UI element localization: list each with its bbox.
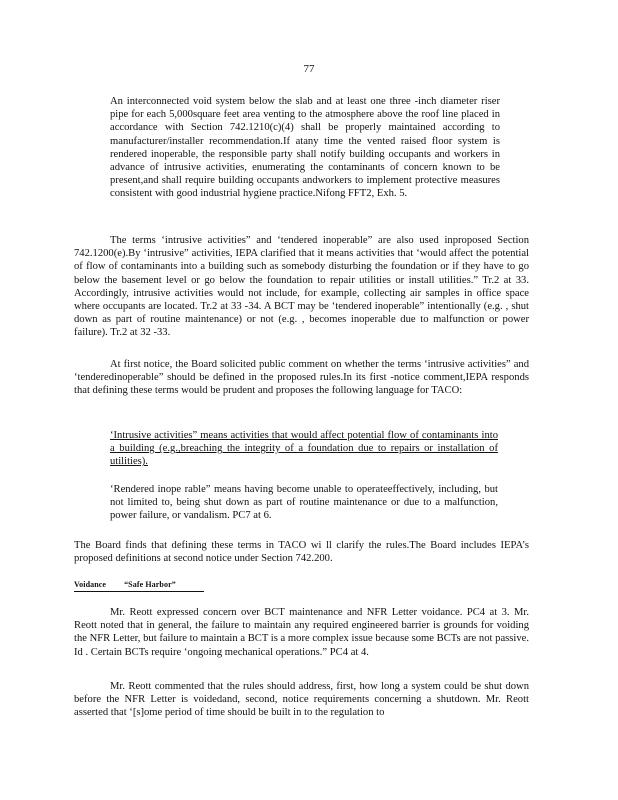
section-heading — [74, 580, 204, 592]
paragraph-reott-2-text: Mr. Reott commented that the rules should address, first, how long a system could be shut down before the NFR Letter is voidedand, second, notice requirements concerning a shutdown. Mr. Reott asserted that ‘[s]ome period of time should be built in to the regulation to — [74, 681, 529, 719]
heading-word-voidance: Voidance — [74, 580, 107, 589]
indented-quote-text: An interconnected void system below the slab and at least one three -inch diameter riser pipe for each 5,000square feet area venting to the atmosphere above the roof line placed in accordance with Section 742.1210(c)(4) shall be properly maintained according to manufacturer/installer recommendation.If atany time the vented raised floor system is rendered inoperable, the responsible party shall notify building occupants and workers in advance of intrusive activities, enumerating the contaminants of concern known to be present,and shall require building occupants andworkers to implement protective measures consistent with good industrial hygiene practice.Nifong FFT2, Exh. 5. — [110, 96, 500, 200]
definition-rendered-text: ‘Rendered inope rable” means having become unable to operateeffectively, including, but not limited to, being shut down as part of routine maintenance or due to a malfunction, power failure, or vandalism. PC7 at 6. — [110, 484, 498, 522]
paragraph-terms-text: The terms ‘intrusive activities” and ‘tendered inoperable” are also used inproposed Section 742.1200(e).By ‘intrusive” activities, IEPA clarified that it means activities that ‘would affect the potential of flow of contaminants into a building such as somebody disturbing the foundation or if they have to go below the basement level or go below the foundation to repair utilities or install utilities.” Tr.2 at 33. Accordingly, intrusive activities would not include, for example, collecting air samples in office space where occupants are located. Tr.2 at 33 -34. A BCT may be ‘tendered inoperable” intentionally (e.g. , shut down as part of routine maintenance) or not (e.g. , becomes inoperable due to malfunction or power failure). Tr.2 at 32 -33. — [74, 235, 529, 339]
paragraph-terms — [74, 234, 529, 340]
paragraph-reott-2 — [74, 680, 529, 720]
page-number: 77 — [303, 63, 315, 75]
paragraph-first-notice-text: At first notice, the Board solicited public comment on whether the terms ‘intrusive activities” and ‘tenderedinoperable” should be defined in the proposed rules.In its first -notice comment,IEPA responds that defining these terms would be prudent and proposes the following language for TACO: — [74, 359, 529, 397]
paragraph-first-notice — [74, 358, 529, 398]
paragraph-reott-1 — [74, 606, 529, 659]
definition-intrusive-text: ‘Intrusive activities” means activities that would affect potential flow of contaminants into a building (e.g.,breaching the integrity of a foundation due to repairs or installation of utilities). — [110, 430, 498, 468]
heading-word-safe-harbor: “Safe Harbor” — [124, 580, 176, 589]
indented-quote-block — [110, 95, 500, 201]
definition-rendered — [110, 483, 498, 523]
paragraph-board-finds-text: The Board finds that defining these terms in TACO wi ll clarify the rules.The Board includes IEPA’s proposed definitions at second notice under Section 742.200. — [74, 540, 529, 565]
paragraph-reott-1-text: Mr. Reott expressed concern over BCT maintenance and NFR Letter voidance. PC4 at 3. Mr. Reott noted that in general, the failure to maintain any required engineered barrier is grounds for voiding the NFR Letter, but failure to maintain a BCT is a more complex issue because some BCTs are not passive. Id . Certain BCTs require ‘ongoing mechanical operations.” PC4 at 4. — [74, 607, 529, 658]
paragraph-board-finds — [74, 539, 529, 565]
definition-intrusive — [110, 429, 498, 469]
